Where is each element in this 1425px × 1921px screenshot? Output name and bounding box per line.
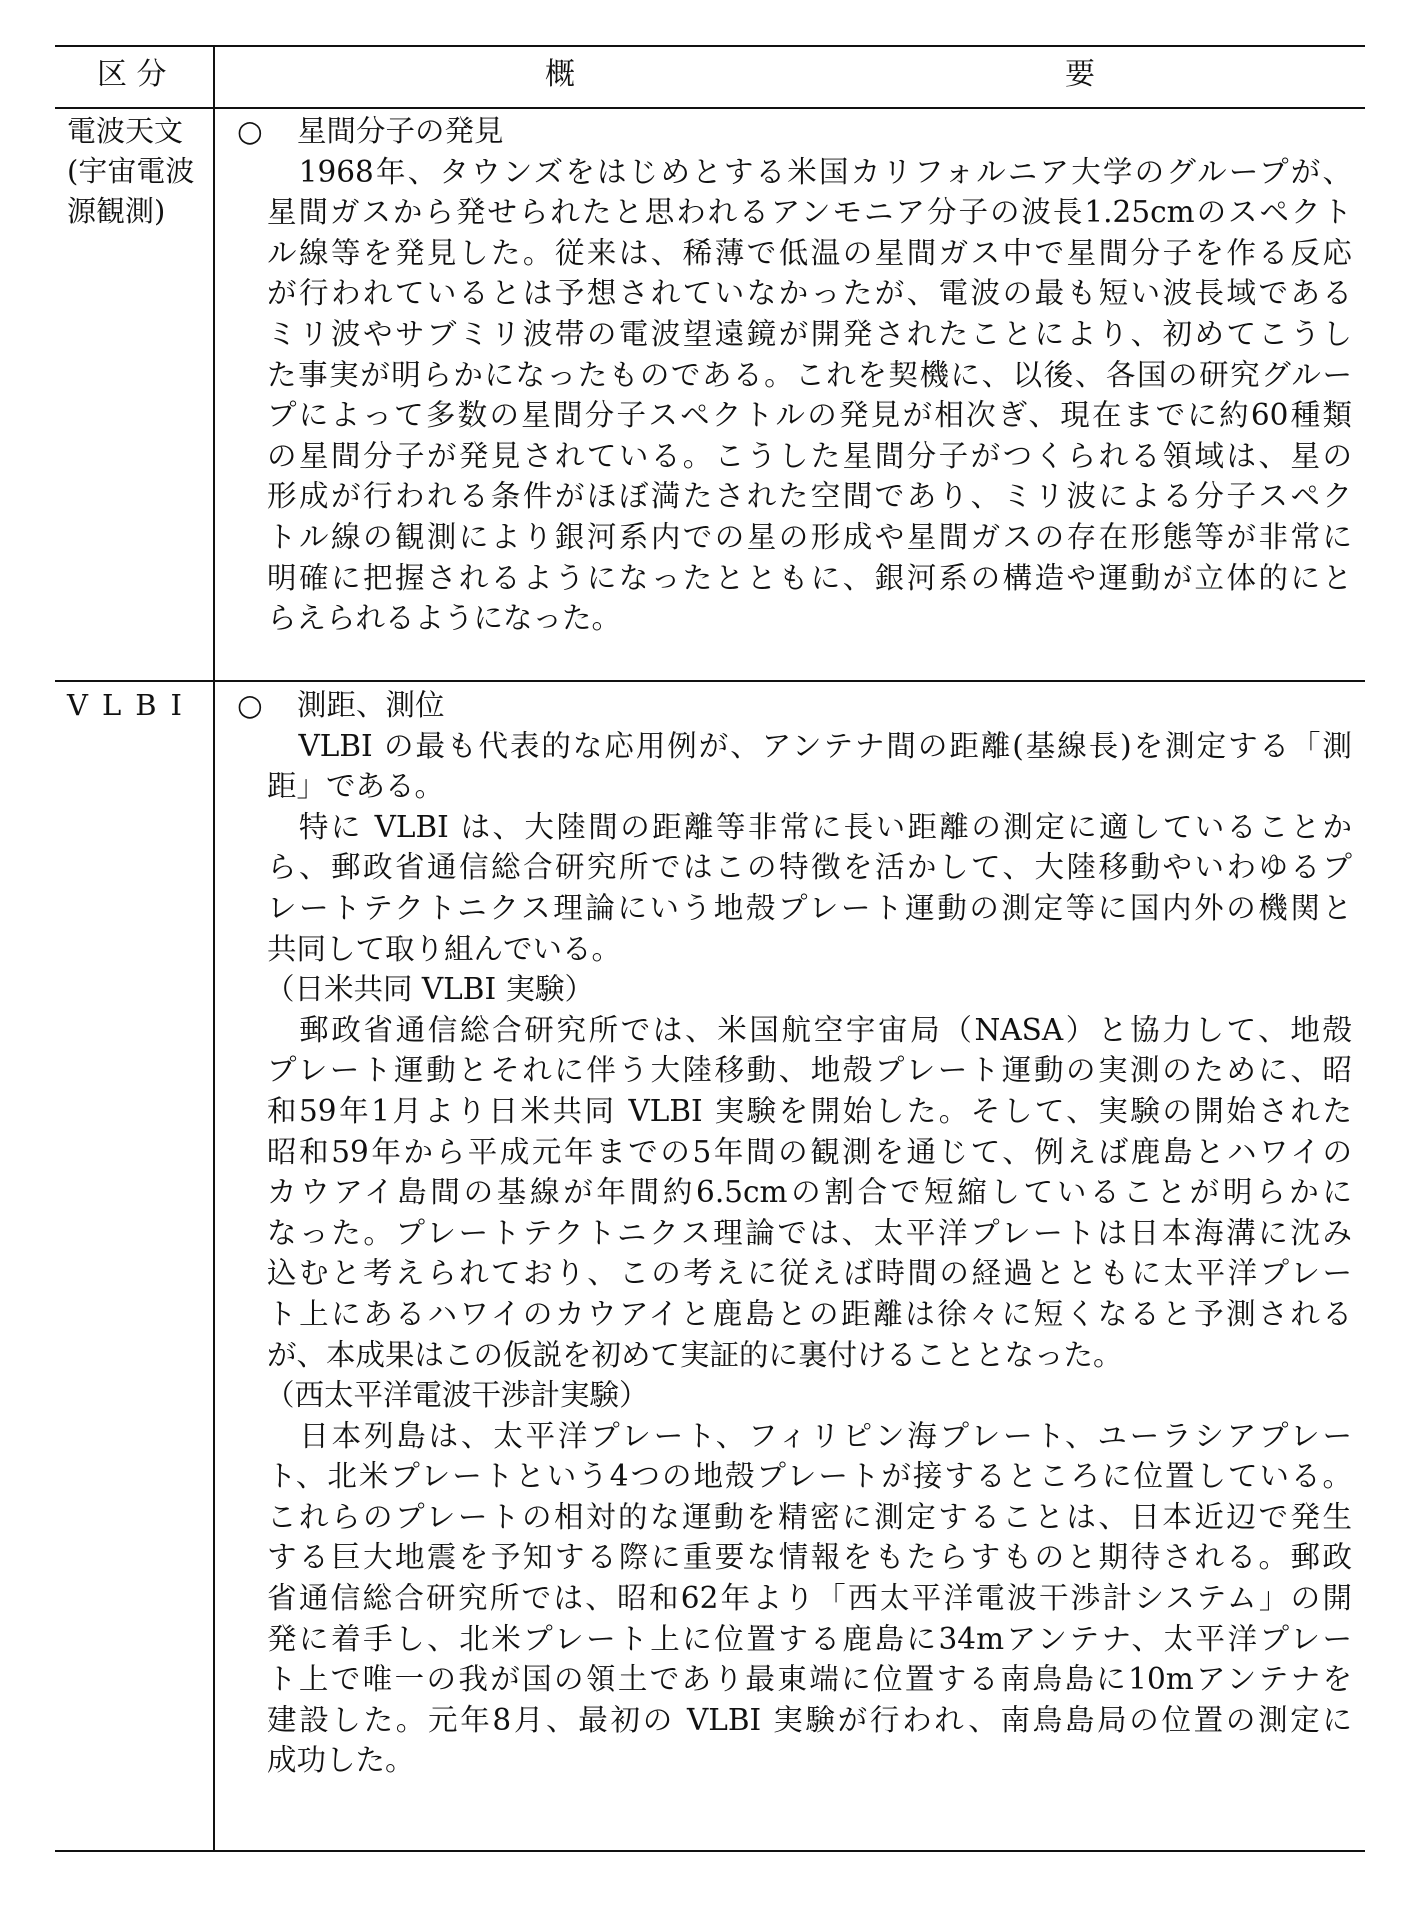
text-line: カウアイ島間の基線が年間約6.5cmの割合で短縮していることが明らかに: [267, 1175, 1352, 1210]
document-page: [55, 45, 1365, 1855]
text-line: これらのプレートの相対的な運動を精密に測定することは、日本近辺で発生: [267, 1499, 1352, 1534]
text-line: 昭和59年から平成元年までの5年間の観測を通じて、例えば鹿島とハワイの: [267, 1134, 1352, 1169]
text-line: た事実が明らかになったものである。これを契機に、以後、各国の研究グルー: [267, 357, 1352, 392]
header-bottom-rule: [55, 107, 1365, 109]
text-line: なった。プレートテクトニクス理論では、太平洋プレートは日本海溝に沈み: [267, 1215, 1352, 1250]
text-line: ト、北米プレートという4つの地殻プレートが接するところに位置している。: [267, 1459, 1352, 1494]
table-top-rule: [55, 45, 1365, 47]
text-line: レートテクトニクス理論にいう地殻プレート運動の測定等に国内外の機関と: [267, 890, 1352, 925]
row-content-radio-astronomy: [237, 111, 1352, 639]
text-line: 星間ガスから発せられたと思われるアンモニア分子の波長1.25cmのスペクト: [267, 195, 1352, 230]
column-divider: [213, 45, 215, 1850]
header-summary-part1: 概: [545, 57, 575, 92]
row-divider-rule: [55, 680, 1365, 682]
table-bottom-rule: [55, 1850, 1365, 1852]
text-line: 込むと考えられており、この考えに従えば時間の経過とともに太平洋プレー: [267, 1256, 1352, 1291]
text-line: ト上にあるハワイのカウアイと鹿島との距離は徐々に短くなると予測される: [267, 1296, 1352, 1331]
text-line: 発に着手し、北米プレート上に位置する鹿島に34mアンテナ、太平洋プレー: [267, 1621, 1352, 1656]
text-line: ル線等を発見した。従来は、稀薄で低温の星間ガス中で星間分子を作る反応: [267, 235, 1352, 270]
circle-bullet-icon: ○: [237, 114, 263, 148]
category-line: (宇宙電波: [67, 154, 195, 188]
text-line: が、本成果はこの仮説を初めて実証的に裏付けることとなった。: [267, 1337, 1123, 1372]
text-line: する巨大地震を予知する際に重要な情報をもたらすものと期待される。郵政: [267, 1540, 1352, 1575]
text-line: が行われているとは予想されていなかったが、電波の最も短い波長域である: [267, 276, 1352, 311]
text-line: らえられるようになった。: [267, 601, 622, 636]
text-line: ら、郵政省通信総合研究所ではこの特徴を活かして、大陸移動やいわゆるプ: [267, 850, 1352, 885]
row-category-radio-astronomy: [67, 111, 207, 231]
text-line: 距」である。: [267, 769, 445, 804]
category-line: 源観測): [67, 194, 166, 228]
circle-bullet-icon: ○: [237, 688, 263, 722]
text-line: 特に VLBI は、大陸間の距離等非常に長い距離の測定に適していることか: [267, 809, 1352, 844]
text-line: 1968年、タウンズをはじめとする米国カリフォルニア大学のグループが、: [267, 154, 1352, 189]
subsection-title: （西太平洋電波干渉計実験）: [265, 1378, 649, 1413]
category-line: VLBI: [67, 688, 196, 722]
text-line: 和59年1月より日米共同 VLBI 実験を開始した。そして、実験の開始された: [267, 1093, 1352, 1128]
text-line: ミリ波やサブミリ波帯の電波望遠鏡が開発されたことにより、初めてこうし: [267, 316, 1352, 351]
text-line: 共同して取り組んでいる。: [267, 931, 622, 966]
text-line: トル線の観測により銀河系内での星の形成や星間ガスの存在形態等が非常に: [267, 519, 1352, 554]
text-line: プレート運動とそれに伴う大陸移動、地殻プレート運動の実測のために、昭: [267, 1053, 1352, 1088]
section-heading: [237, 685, 1352, 726]
section-title: 測距、測位: [297, 688, 445, 722]
subsection-title: （日米共同 VLBI 実験）: [265, 972, 594, 1007]
text-line: 建設した。元年8月、最初の VLBI 実験が行われ、南鳥島局の位置の測定に: [267, 1702, 1352, 1737]
text-line: VLBI の最も代表的な応用例が、アンテナ間の距離(基線長)を測定する「測: [267, 728, 1352, 763]
text-line: 日本列島は、太平洋プレート、フィリピン海プレート、ユーラシアプレー: [267, 1418, 1352, 1453]
text-line: 形成が行われる条件がほぼ満たされた空間であり、ミリ波による分子スペク: [267, 479, 1352, 514]
text-line: の星間分子が発見されている。こうした星間分子がつくられる領域は、星の: [267, 438, 1352, 473]
header-category: 区 分: [97, 57, 167, 92]
text-line: 成功した。: [267, 1743, 415, 1778]
text-line: 明確に把握されるようになったとともに、銀河系の構造や運動が立体的にと: [267, 560, 1352, 595]
header-summary-part2: 要: [1065, 57, 1095, 92]
text-line: プによって多数の星間分子スペクトルの発見が相次ぎ、現在までに約60種類: [267, 398, 1352, 433]
section-title: 星間分子の発見: [297, 114, 504, 148]
text-line: 郵政省通信総合研究所では、米国航空宇宙局（NASA）と協力して、地殻: [267, 1012, 1352, 1047]
category-line: 電波天文: [67, 114, 184, 148]
section-heading: [237, 111, 1352, 152]
row-content-vlbi: [237, 685, 1352, 1781]
text-line: 省通信総合研究所では、昭和62年より「西太平洋電波干渉計システム」の開: [267, 1581, 1352, 1616]
row-category-vlbi: [67, 685, 207, 725]
text-line: ト上で唯一の我が国の領土であり最東端に位置する南鳥島に10mアンテナを: [267, 1662, 1352, 1697]
